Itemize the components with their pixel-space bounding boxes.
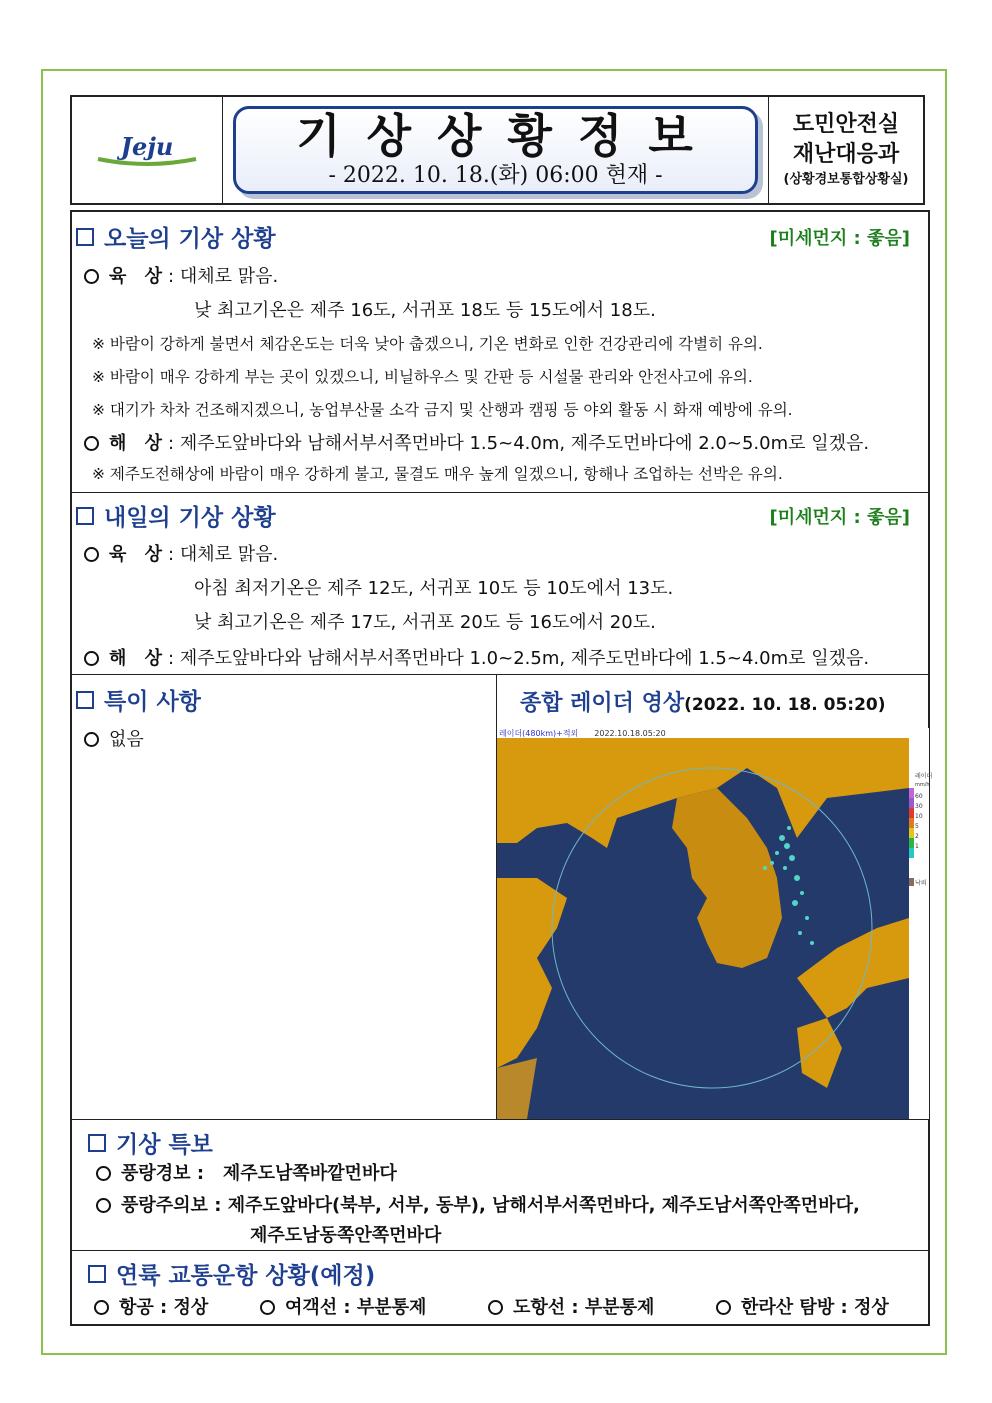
transport-item: [488, 1293, 654, 1319]
divider: [72, 674, 928, 675]
circle-bullet-icon: [84, 269, 99, 284]
special-item: 없음: [109, 729, 144, 750]
special-heading-text: 특이 사항: [104, 689, 201, 715]
title-box: [233, 106, 758, 194]
radar-map: [497, 728, 933, 1119]
dept-line1: 도민안전실: [792, 112, 900, 137]
circle-bullet-icon: [84, 547, 99, 562]
tomorrow-land-row: [84, 540, 278, 566]
radar-title: [520, 686, 886, 717]
today-note-3: ※ 대기가 차차 건조해지겠으니, 농업부산물 소각 금지 및 산행과 캠핑 등 야외 활동 시 화재 예방에 유의.: [92, 401, 793, 419]
checkbox-icon: [88, 1134, 106, 1152]
circle-bullet-icon: [84, 436, 99, 451]
circle-bullet-icon: [488, 1300, 503, 1315]
divider: [72, 1250, 928, 1251]
circle-bullet-icon: [84, 651, 99, 666]
radar-legend-value: 60: [915, 793, 923, 800]
header-table: [70, 95, 925, 205]
today-sea-row: [84, 429, 869, 455]
circle-bullet-icon: [94, 1300, 109, 1315]
transport-item-text: 여객선 : 부분통제: [285, 1297, 427, 1318]
svg-text:Jeju: Jeju: [120, 132, 174, 161]
tomorrow-sea-row: [84, 644, 869, 670]
page-subtitle: - 2022. 10. 18.(화) 06:00 현재 -: [328, 163, 663, 188]
today-land-line1: : 대체로 맑음.: [168, 266, 279, 287]
advisory-row: [96, 1191, 860, 1217]
radar-legend-value: 1: [915, 843, 919, 850]
checkbox-icon: [76, 507, 94, 525]
title-cell: [223, 97, 769, 203]
circle-bullet-icon: [260, 1300, 275, 1315]
special-item-row: [84, 725, 144, 751]
transport-heading: [88, 1257, 375, 1290]
dept-line2: 재난대응과: [792, 142, 900, 167]
radar-legend-extra: 낙뢰: [915, 880, 927, 887]
jeju-logo-icon: [92, 125, 202, 175]
today-heading: [76, 220, 276, 253]
today-dust: [미세먼지 : 좋음]: [769, 228, 910, 249]
transport-heading-text: 연륙 교통운항 상황(예정): [116, 1263, 376, 1289]
warn-area: 제주도남쪽바깥먼바다: [222, 1163, 397, 1184]
tomorrow-land-line1: : 대체로 맑음.: [168, 544, 279, 565]
today-heading-text: 오늘의 기상 상황: [104, 226, 276, 252]
radar-datetime: (2022. 10. 18. 05:20): [684, 695, 886, 715]
circle-bullet-icon: [716, 1300, 731, 1315]
warn-row: [96, 1159, 397, 1185]
radar-caption-time: 2022.10.18.05:20: [594, 729, 666, 738]
checkbox-icon: [88, 1265, 106, 1283]
circle-bullet-icon: [84, 732, 99, 747]
today-sea-line: : 제주도앞바다와 남해서부서쪽먼바다 1.5~4.0m, 제주도먼바다에 2.0~5.0m로 일겠음.: [168, 433, 870, 454]
today-note-1: ※ 바람이 강하게 불면서 체감온도는 더욱 낮아 춥겠으니, 기온 변화로 인한 건강관리에 각별히 유의.: [92, 335, 763, 353]
today-land-line2: 낮 최고기온은 제주 16도, 서귀포 18도 등 15도에서 18도.: [194, 300, 656, 321]
today-land-label: 육 상: [109, 266, 169, 287]
tomorrow-heading-text: 내일의 기상 상황: [104, 505, 276, 531]
radar-caption-text: 레이더(480km)+적외: [499, 729, 579, 738]
warnings-heading: [88, 1126, 213, 1159]
checkbox-icon: [76, 228, 94, 246]
tomorrow-heading: [76, 499, 276, 532]
tomorrow-dust: [미세먼지 : 좋음]: [769, 507, 910, 528]
warn-label: 풍랑경보 :: [121, 1163, 205, 1184]
advisory-area1: 제주도앞바다(북부, 서부, 동부), 남해서부서쪽먼바다, 제주도남서쪽안쪽먼바다,: [227, 1195, 860, 1216]
checkbox-icon: [76, 691, 94, 709]
today-sea-label: 해 상: [109, 433, 169, 454]
radar-legend-value: 10: [915, 813, 923, 820]
transport-item: [716, 1293, 889, 1319]
radar-legend-unit: mm/h: [915, 782, 930, 788]
transport-item-text: 한라산 탐방 : 정상: [741, 1297, 889, 1318]
radar-image: [497, 728, 933, 1119]
today-sea-note: ※ 제주도전해상에 바람이 매우 강하게 불고, 물결도 매우 높게 일겠으니, 항해나 조업하는 선박은 유의.: [92, 465, 783, 483]
tomorrow-sea-line: : 제주도앞바다와 남해서부서쪽먼바다 1.0~2.5m, 제주도먼바다에 1.5~4.0m로 일겠음.: [168, 648, 870, 669]
today-land-row: [84, 262, 278, 288]
divider: [72, 1119, 928, 1120]
department-cell: [769, 97, 923, 203]
radar-legend-value: 5: [915, 823, 919, 830]
circle-bullet-icon: [96, 1166, 111, 1181]
radar-title-text: 종합 레이더 영상: [520, 691, 685, 716]
advisory-label: 풍랑주의보 :: [121, 1195, 222, 1216]
transport-item-text: 항공 : 정상: [119, 1297, 209, 1318]
jeju-logo: [72, 97, 223, 203]
tomorrow-land-line2: 아침 최저기온은 제주 12도, 서귀포 10도 등 10도에서 13도.: [194, 578, 674, 599]
radar-caption: [499, 728, 666, 739]
transport-item: [94, 1293, 208, 1319]
page-title: 기상상황정보: [296, 109, 719, 163]
transport-item-text: 도항선 : 부분통제: [513, 1297, 655, 1318]
special-heading: [76, 683, 201, 716]
tomorrow-land-label: 육 상: [109, 544, 169, 565]
tomorrow-sea-label: 해 상: [109, 648, 169, 669]
radar-legend-title: 레이더: [915, 773, 933, 780]
advisory-area2: 제주도남동쪽안쪽먼바다: [250, 1225, 442, 1246]
main-table: [70, 210, 933, 1326]
today-note-2: ※ 바람이 매우 강하게 부는 곳이 있겠으니, 비닐하우스 및 간판 등 시설물 관리와 안전사고에 유의.: [92, 368, 753, 386]
divider: [72, 492, 928, 493]
dept-line3: (상황경보통합상황실): [783, 172, 909, 187]
tomorrow-land-line3: 낮 최고기온은 제주 17도, 서귀포 20도 등 16도에서 20도.: [194, 612, 656, 633]
radar-legend-value: 30: [915, 803, 923, 810]
transport-item: [260, 1293, 426, 1319]
warnings-heading-text: 기상 특보: [116, 1132, 213, 1158]
radar-legend-value: 2: [915, 833, 919, 840]
circle-bullet-icon: [96, 1198, 111, 1213]
